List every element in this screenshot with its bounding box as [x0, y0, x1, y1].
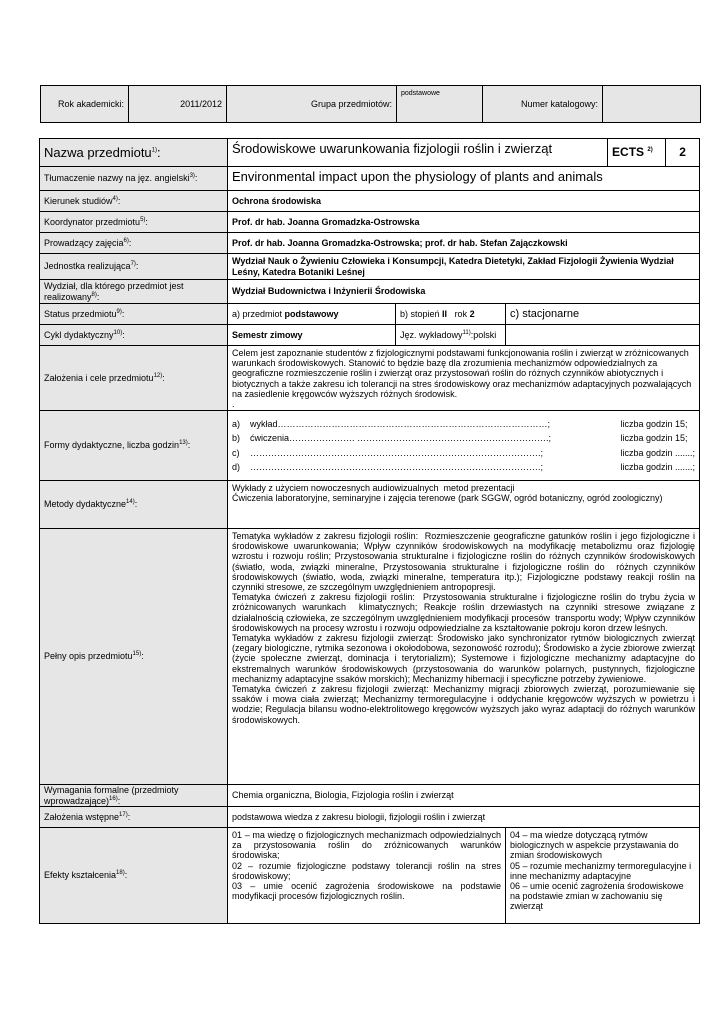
- course-table: [39, 138, 700, 924]
- assumptions-label: Założenia wstępne$^{17)}$:: [40, 807, 228, 828]
- course-group-value: podstawowe: [397, 86, 483, 123]
- goals-value: Celem jest zapoznanie studentów z fizjologicznymi podstawami funkcjonowania roślin i zwierząt w zróżnicowanych warunkach środowiskowych. Stanowić to będzie bazę dla zrozumienia mechanizmów odpowiedzialnych za geograficzne rozmieszczenie roślin i zwierząt oraz przystosowań roślin do różnych czynników abiotycznych i biotycznych a także zakresu ich tolerancji na stres środowiskowy oraz mechanizmów adaptacyjnych pozwalających na zasiedlenie kręgowców wyższych różnych środowisk. .: [228, 346, 700, 411]
- ects-label: ECTS $^{2)}$: [608, 139, 666, 167]
- ects-value: 2: [666, 139, 700, 167]
- cycle-label: Cykl dydaktyczny$^{10)}$:: [40, 325, 228, 346]
- form-letter: c): [232, 447, 240, 458]
- form-hours: liczba godzin 15;: [620, 433, 688, 444]
- forms-list: [228, 411, 700, 481]
- english-name-label: Tłumaczenie nazwy na jęz. angielski$^{3)}$:: [40, 167, 228, 191]
- prerequisites-value: Chemia organiczna, Biologia, Fizjologia roślin i zwierząt: [228, 785, 700, 807]
- catalog-number-value: [603, 86, 701, 123]
- cycle-value: Semestr zimowy: [228, 325, 396, 346]
- form-text: ćwiczenia…………………. ……………………………………………………….;: [250, 433, 552, 444]
- form-letter: a): [232, 419, 241, 430]
- status-mode: c) stacjonarne: [506, 304, 700, 325]
- form-hours: liczba godzin .......;: [620, 461, 696, 472]
- status-type: a) przedmiot podstawowy: [228, 304, 396, 325]
- outcomes-left: 01 – ma wiedzę o fizjologicznych mechanizmach odpowiedzialnych za przystosowania roślin do zróżnicowanych warunków środowiska; 02 – rozumie fizjologiczne podstawy tolerancji roślin na stres środowiskowy; 03 – umie ocenić zagrożenia środowiskowe na podstawie modyfikacji procesów fizjologicznych roślin.: [228, 828, 506, 924]
- form-letter: b): [232, 433, 241, 444]
- unit-value: Wydział Nauk o Żywieniu Człowieka i Konsumpcji, Katedra Dietetyki, Zakład Fizjologii Żywienia Wydział Leśny, Katedra Botaniki Leśnej: [228, 254, 700, 280]
- form-text: wykład………………………………………………………………………………;: [250, 419, 551, 430]
- form-text: …………………………………………………………………………………….;: [250, 461, 544, 472]
- english-name-value: Environmental impact upon the physiology of plants and animals: [228, 167, 700, 191]
- course-name-label: Nazwa przedmiotu$^{1)}$:: [40, 139, 228, 167]
- unit-label: Jednostka realizująca$^{7)}$:: [40, 254, 228, 280]
- description-label: Pełny opis przedmiotu$^{15)}$:: [40, 529, 228, 785]
- methods-label: Metody dydaktyczne$^{14)}$:: [40, 481, 228, 529]
- assumptions-value: podstawowa wiedza z zakresu biologii, fizjologii roślin i zwierząt: [228, 807, 700, 828]
- form-hours: liczba godzin .......;: [620, 447, 696, 458]
- course-name-value: Środowiskowe uwarunkowania fizjologii roślin i zwierząt: [228, 139, 608, 167]
- empty-cell: [506, 325, 700, 346]
- forms-label: Formy dydaktyczne, liczba godzin$^{13)}$:: [40, 411, 228, 481]
- form-letter: d): [232, 461, 241, 472]
- catalog-number-label: Numer katalogowy:: [483, 86, 603, 123]
- faculty-label: Wydział, dla którego przedmiot jest realizowany$^{8)}$:: [40, 280, 228, 304]
- methods-value: Wykłady z użyciem nowoczesnych audiowizualnych metod prezentacji Ćwiczenia laboratoryjne, seminaryjne i zajęcia terenowe (park SGGW, ogród botaniczny, ogród zoologiczny): [228, 481, 700, 529]
- header-table: [40, 85, 701, 123]
- coordinator-label: Koordynator przedmiotu$^{5)}$:: [40, 212, 228, 233]
- outcomes-label: Efekty kształcenia$^{18)}$:: [40, 828, 228, 924]
- status-label: Status przedmiotu$^{9)}$:: [40, 304, 228, 325]
- field-of-study-value: Ochrona środowiska: [228, 191, 700, 212]
- field-of-study-label: Kierunek studiów$^{4)}$:: [40, 191, 228, 212]
- prerequisites-label: Wymagania formalne (przedmioty wprowadzające)$^{16)}$:: [40, 785, 228, 807]
- coordinator-value: Prof. dr hab. Joanna Gromadzka-Ostrowska: [228, 212, 700, 233]
- form-text: …………………………………………………………………………………….;: [250, 447, 544, 458]
- language-cell: Jęz. wykładowy$^{11)}$:polski: [396, 325, 506, 346]
- outcomes-right: 04 – ma wiedze dotyczącą rytmów biologicznych w aspekcie przystawania do zmian środowiskowych 05 – rozumie mechanizmy termoregulacyjne i inne mechanizmy adaptacyjne 06 – umie ocenić zagrożenia środowiskowe na podstawie zmian w zachowaniu się zwierząt: [506, 828, 700, 924]
- course-group-label: Grupa przedmiotów:: [227, 86, 397, 123]
- teachers-value: Prof. dr hab. Joanna Gromadzka-Ostrowska; prof. dr hab. Stefan Zajączkowski: [228, 233, 700, 254]
- academic-year-value: 2011/2012: [129, 86, 227, 123]
- status-degree: b) stopień II rok 2: [396, 304, 506, 325]
- faculty-value: Wydział Budownictwa i Inżynierii Środowiska: [228, 280, 700, 304]
- goals-label: Założenia i cele przedmiotu$^{12)}$:: [40, 346, 228, 411]
- teachers-label: Prowadzący zajęcia$^{6)}$:: [40, 233, 228, 254]
- form-hours: liczba godzin 15;: [620, 419, 688, 430]
- academic-year-label: Rok akademicki:: [41, 86, 129, 123]
- description-value: Tematyka wykładów z zakresu fizjologii roślin: Rozmieszczenie geograficzne gatunków roślin i jego fizjologiczne i środowiskowe uwarunkowania; Wpływ czynników środowiskowych na modyfikację metabolizmu oraz fizjologię wzrostu i rozwoju roślin; Przystosowania strukturalne i fizjologiczne roślin do różnych czynników środowiskowych (światło, woda, związki mineralne, Przystosowania strukturalne i fizjologiczne roślin do różnych czynników środowiskowych (światło, woda, związki mineralne, temperatura itp.); Fizjologiczne podstawy reakcji roślin na czynniki stresowe, ze szczególnym uwzględnieniem antropopresji. Tematyka ćwiczeń z zakresu fizjologii roślin: Przystosowania strukturalne i fizjologiczne roślin do trybu życia w zróżnicowanych warunkach klimatycznych; Reakcje roślin drzewiastych na czynniki stresowe związane z działalnością człowieka, ze szczególnym uwzględnieniem modyfikacji procesów transportu wody; Wpływ czynników środowiskowych na procesy wzrostu i rozwoju odpowiedzialne za kształtowanie pokroju koron drzew leśnych. Tematyka wykładów z zakresu fizjologii zwierząt: Środowisko jako synchronizator rytmów biologicznych zwierząt (zegary biologiczne, rytmika sezonowa i okołodobowa, sezonowość rozrodu); Środowisko a życie zbiorowe zwierząt (życie społeczne zwierząt, dominacja i terytorializm); Systemowe i fizjologiczne mechanizmy adaptacyjne do ekstremalnych warunków środowiskowych (przystosowania do warunków polarnych, pustynnych, fizjologiczne mechanizmy adaptacyjne ssaków morskich); Mechanizmy hibernacji i specyficzne potrzeby żywieniowe. Tematyka ćwiczeń z zakresu fizjologii zwierząt: Mechanizmy migracji zbiorowych zwierząt, porozumiewanie się ssaków i mowa ciała zwierząt; Mechanizmy termoregulacyjne i oddychanie kręgowców wyższych w powietrzu i wodzie; Regulacja bilansu wodno-elektrolitowego kręgowców wyższych jako wyraz adaptacji do różnych warunków środowiskowych.: [228, 529, 700, 785]
